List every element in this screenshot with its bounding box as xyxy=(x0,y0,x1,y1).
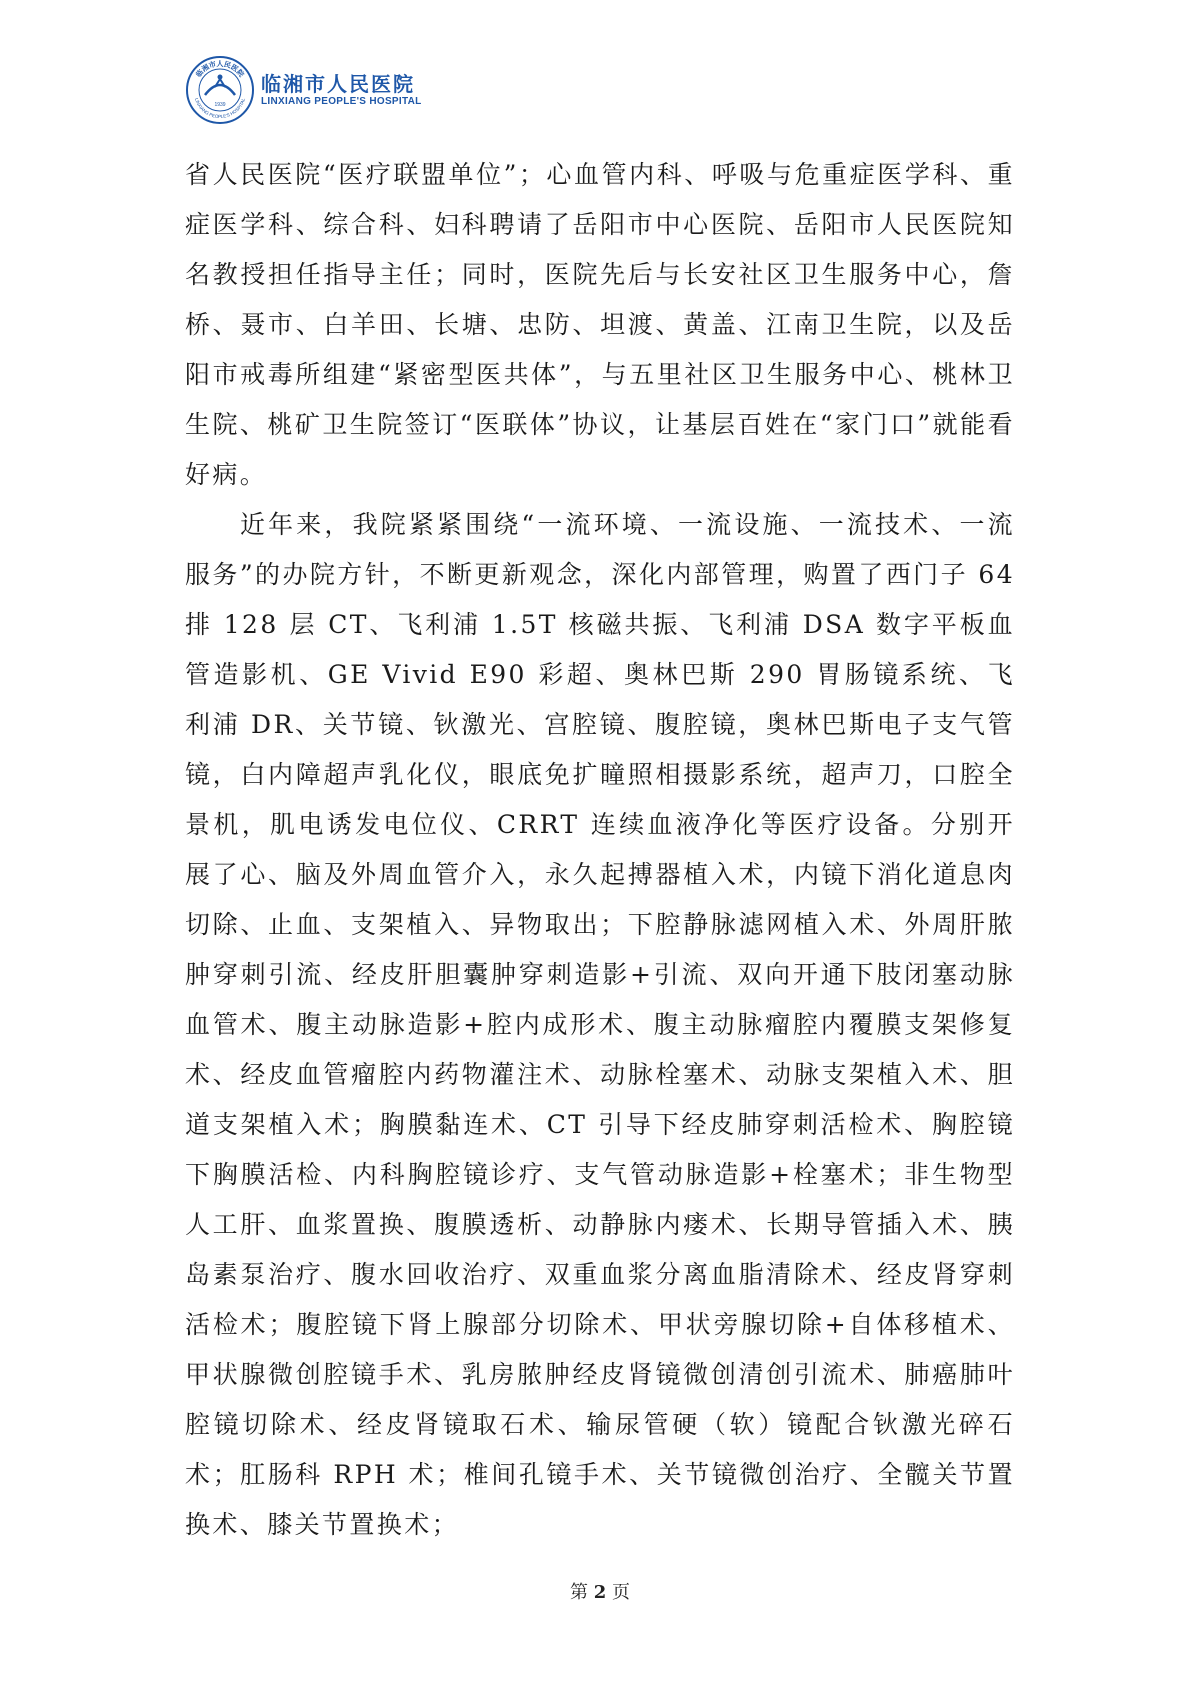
page-number-prefix: 第 xyxy=(570,1582,588,1603)
paragraph-equipment-and-services: 近年来，我院紧紧围绕“一流环境、一流设施、一流技术、一流服务”的办院方针，不断更新观念，深化内部管理，购置了西门子 64 排 128 层 CT、飞利浦 1.5T 核磁共振、飞利浦 DSA 数字平板血管造影机、GE Vivid E90 彩超、奥林巴斯 290 胃肠镜系统、飞利浦 DR、关节镜、钬激光、宫腔镜、腹腔镜，奥林巴斯电子支气管镜，白内障超声乳化仪，眼底免扩瞳照相摄影系统，超声刀，口腔全景机，肌电诱发电位仪、CRRT 连续血液净化等医疗设备。分别开展了心、脑及外周血管介入，永久起搏器植入术，内镜下消化道息肉切除、止血、支架植入、异物取出；下腔静脉滤网植入术、外周肝脓肿穿刺引流、经皮肝胆囊肿穿刺造影+引流、双向开通下肢闭塞动脉血管术、腹主动脉造影+腔内成形术、腹主动脉瘤腔内覆膜支架修复术、经皮血管瘤腔内药物灌注术、动脉栓塞术、动脉支架植入术、胆道支架植入术；胸膜黏连术、CT 引导下经皮肺穿刺活检术、胸腔镜下胸膜活检、内科胸腔镜诊疗、支气管动脉造影+栓塞术；非生物型人工肝、血浆置换、腹膜透析、动静脉内瘘术、长期导管插入术、胰岛素泵治疗、腹水回收治疗、双重血浆分离血脂清除术、经皮肾穿刺活检术；腹腔镜下肾上腺部分切除术、甲状旁腺切除+自体移植术、甲状腺微创腔镜手术、乳房脓肿经皮肾镜微创清创引流术、肺癌肺叶腔镜切除术、经皮肾镜取石术、输尿管硬（软）镜配合钬激光碎石术；肛肠科 RPH 术；椎间孔镜手术、关节镜微创治疗、全髋关节置换术、膝关节置换术； xyxy=(185,510,1015,1539)
document-body xyxy=(185,150,1015,1550)
emblem-ring-text: 临湘市人民医院 xyxy=(193,59,247,79)
hospital-logo-text xyxy=(261,72,422,108)
emblem-year: 1939 xyxy=(214,102,226,108)
page-number: 2 xyxy=(593,1582,607,1603)
page-footer xyxy=(0,1578,1200,1604)
hospital-name-cn: 临湘市人民医院 xyxy=(261,72,415,96)
paragraph-continuation: 省人民医院“医疗联盟单位”；心血管内科、呼吸与危重症医学科、重症医学科、综合科、妇科聘请了岳阳市中心医院、岳阳市人民医院知名教授担任指导主任；同时，医院先后与长安社区卫生服务中心，詹桥、聂市、白羊田、长塘、忠防、坦渡、黄盖、江南卫生院，以及岳阳市戒毒所组建“紧密型医共体”，与五里社区卫生服务中心、桃林卫生院、桃矿卫生院签订“医联体”协议，让基层百姓在“家门口”就能看好病。 xyxy=(185,160,1015,489)
page-number-suffix: 页 xyxy=(612,1582,630,1603)
hospital-emblem-icon xyxy=(185,55,255,125)
emblem-ring-text-en: LINXIANG PEOPLE'S HOSPITAL xyxy=(193,97,247,120)
hospital-header xyxy=(185,50,422,130)
hospital-name-en: LINXIANG PEOPLE'S HOSPITAL xyxy=(261,96,422,107)
